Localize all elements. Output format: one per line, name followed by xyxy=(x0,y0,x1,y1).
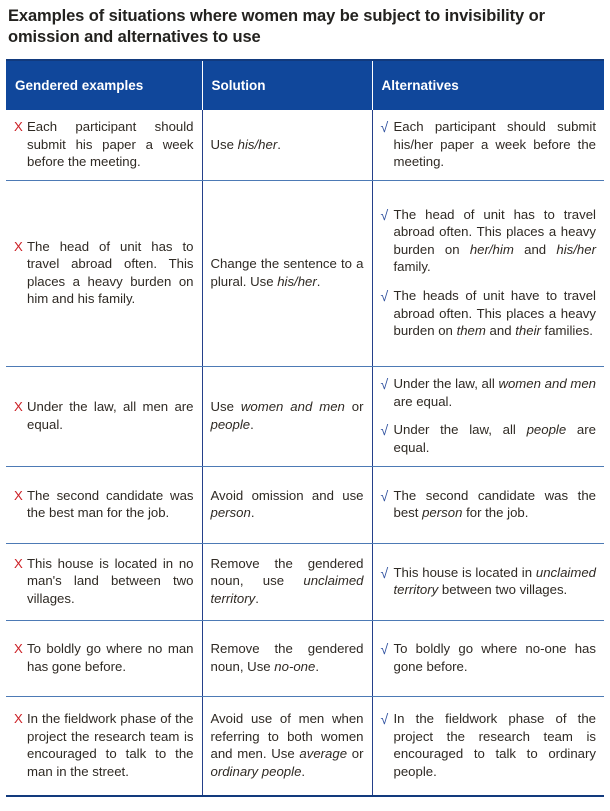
gendered-example-text: To boldly go where no man has gone before. xyxy=(27,641,194,674)
check-icon: √ xyxy=(380,487,389,504)
cross-icon: X xyxy=(14,119,23,135)
solution-text: Avoid omission and use person. xyxy=(210,487,364,521)
gendered-example-item xyxy=(14,118,194,171)
cross-icon: X xyxy=(14,399,23,415)
check-icon: √ xyxy=(380,641,389,658)
cell-alternatives xyxy=(372,366,604,466)
cross-icon: X xyxy=(14,641,23,657)
check-icon: √ xyxy=(380,711,389,728)
solution-text: Use women and men or people. xyxy=(210,399,364,432)
alternative-text: The head of unit has to travel abroad often. This places a heavy burden on her/him and his/her family. xyxy=(393,206,596,275)
table-row xyxy=(6,620,604,696)
alternative-text: Under the law, all people are equal. xyxy=(393,422,596,455)
cell-solution xyxy=(202,543,372,620)
gendered-example-text: Under the law, all men are equal. xyxy=(27,399,194,432)
cell-gendered-example xyxy=(6,620,202,696)
solution-text: Remove the gendered noun, Use no-one. xyxy=(210,641,364,674)
alternative-item xyxy=(381,640,597,675)
column-header-solution: Solution xyxy=(202,60,372,110)
alternative-text: Each participant should submit his/her paper a week before the meeting. xyxy=(393,119,596,170)
alternative-item xyxy=(381,206,597,276)
check-icon: √ xyxy=(380,287,389,304)
cell-solution xyxy=(202,466,372,543)
cell-alternatives xyxy=(372,620,604,696)
gendered-example-text: This house is located in no man's land between two villages. xyxy=(27,555,194,606)
cross-icon: X xyxy=(14,711,23,727)
gendered-example-item xyxy=(14,238,194,308)
gendered-example-item xyxy=(14,710,194,780)
cell-gendered-example xyxy=(6,466,202,543)
table-row xyxy=(6,110,604,180)
check-icon: √ xyxy=(380,119,389,136)
check-icon: √ xyxy=(380,376,389,393)
table-header-row xyxy=(6,60,604,110)
cell-solution xyxy=(202,110,372,180)
alternative-text: Under the law, all women and men are equal. xyxy=(393,376,597,409)
alternative-item xyxy=(381,487,597,522)
solution-text: Remove the gendered noun, use unclaimed territory. xyxy=(210,555,364,606)
alternative-item xyxy=(381,118,597,171)
gendered-example-text: The second candidate was the best man for the job. xyxy=(27,487,194,521)
gendered-example-item xyxy=(14,640,194,675)
cross-icon: X xyxy=(14,487,23,503)
cell-gendered-example xyxy=(6,696,202,796)
solution-text: Use his/her. xyxy=(210,136,281,152)
table-header xyxy=(6,60,604,110)
table-row xyxy=(6,696,604,796)
table-body xyxy=(6,110,604,796)
table-row xyxy=(6,466,604,543)
check-icon: √ xyxy=(380,422,389,439)
alternative-text: In the fieldwork phase of the project the research team is encouraged to talk to ordinary people. xyxy=(393,711,596,780)
cell-alternatives xyxy=(372,466,604,543)
solution-text: Change the sentence to a plural. Use his/her. xyxy=(210,256,364,289)
cell-solution xyxy=(202,180,372,366)
column-header-alternatives: Alternatives xyxy=(372,60,604,110)
alternative-text: To boldly go where no-one has gone before. xyxy=(393,641,596,674)
cell-alternatives xyxy=(372,180,604,366)
column-header-gendered-examples: Gendered examples xyxy=(6,60,202,110)
table-row xyxy=(6,180,604,366)
table-row xyxy=(6,366,604,466)
page-title: Examples of situations where women may be subject to invisibility or omission and alternatives to use xyxy=(8,7,545,47)
alternative-item xyxy=(381,287,597,340)
alternative-text: The second candidate was the best person for the job. xyxy=(393,487,596,521)
solution-text: Avoid use of men when referring to both women and men. Use average or ordinary people. xyxy=(210,711,364,780)
gendered-example-item xyxy=(14,398,194,433)
check-icon: √ xyxy=(380,206,389,223)
table-row xyxy=(6,543,604,620)
cell-alternatives xyxy=(372,543,604,620)
cell-gendered-example xyxy=(6,180,202,366)
cell-gendered-example xyxy=(6,366,202,466)
cell-solution xyxy=(202,696,372,796)
alternative-item xyxy=(381,564,597,599)
alternative-item xyxy=(381,710,597,780)
cell-alternatives xyxy=(372,696,604,796)
cell-solution xyxy=(202,620,372,696)
gendered-example-item xyxy=(14,487,194,522)
check-icon: √ xyxy=(380,564,389,581)
alternative-item xyxy=(381,375,597,410)
cell-gendered-example xyxy=(6,543,202,620)
alternative-item xyxy=(381,421,597,456)
guidance-table xyxy=(6,59,604,797)
gendered-example-text: Each participant should submit his paper a week before the meeting. xyxy=(27,119,194,170)
gendered-example-item xyxy=(14,555,194,608)
cell-solution xyxy=(202,366,372,466)
cell-gendered-example xyxy=(6,110,202,180)
cross-icon: X xyxy=(14,555,23,571)
gendered-example-text: The head of unit has to travel abroad often. This places a heavy burden on him and his family. xyxy=(27,238,194,307)
alternative-text: The heads of unit have to travel abroad often. This places a heavy burden on them and their families. xyxy=(393,287,596,339)
cross-icon: X xyxy=(14,238,23,254)
cell-alternatives xyxy=(372,110,604,180)
alternative-text: This house is located in unclaimed territory between two villages. xyxy=(393,564,596,598)
gendered-example-text: In the fieldwork phase of the project the research team is encouraged to talk to the man in the street. xyxy=(27,711,194,780)
